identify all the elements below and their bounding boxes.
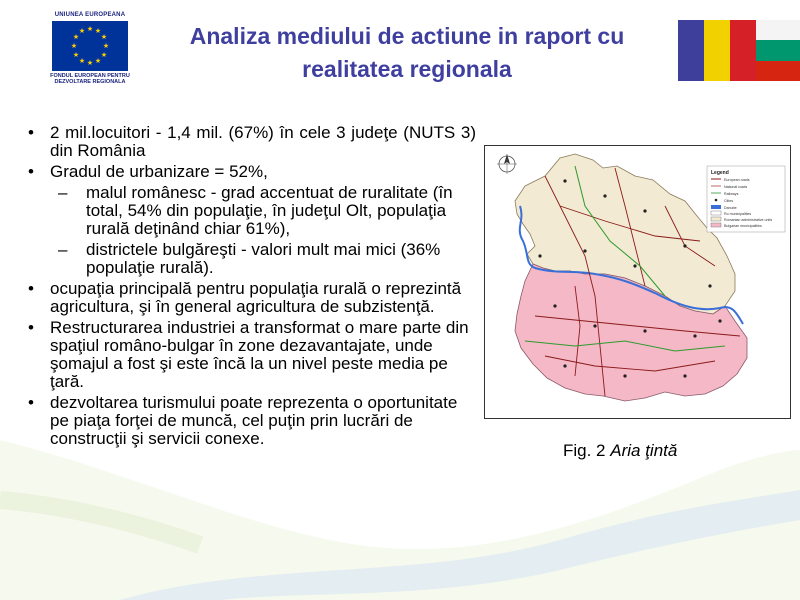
map-legend-item: Railways xyxy=(724,192,739,196)
svg-text:★: ★ xyxy=(86,59,94,67)
sub-bullet-item: – districtele bulgăreşti - valori mult mai mici (36% populaţie rurală). xyxy=(28,241,476,277)
bullet-list xyxy=(28,124,476,451)
eu-flag-icon xyxy=(52,21,128,71)
bullet-item: • ocupaţia principală pentru populaţia rurală o reprezintă agricultura, şi în general agricultura de subzistenţă. xyxy=(28,280,476,316)
figure-caption-prefix: Fig. 2 xyxy=(563,441,611,460)
bulgaria-flag-red-stripe xyxy=(756,61,800,81)
svg-text:★: ★ xyxy=(78,57,86,65)
slide-title: Analiza mediului de actiune in raport cu realitatea regionala xyxy=(189,23,625,82)
map-legend-item: Cities xyxy=(724,199,733,203)
svg-text:★: ★ xyxy=(72,51,80,59)
map-legend-item: National roads xyxy=(724,185,748,189)
svg-text:★: ★ xyxy=(102,42,110,50)
svg-text:★: ★ xyxy=(100,33,108,41)
romania-flag-red-stripe xyxy=(730,20,756,81)
bulgaria-flag-white-stripe xyxy=(756,20,800,40)
svg-text:★: ★ xyxy=(94,57,102,65)
bullet-item: • Gradul de urbanizare = 52%, xyxy=(28,163,476,181)
svg-text:★: ★ xyxy=(94,27,102,35)
map-legend-item: Bulgarian municipalities xyxy=(724,224,762,228)
svg-text:★: ★ xyxy=(86,25,94,33)
eu-logo-bottom-text: FONDUL EUROPEAN PENTRU DEZVOLTARE REGIONALA xyxy=(50,73,130,85)
sub-bullet-item: – malul românesc - grad accentuat de ruralitate (în total, 54% din populaţie, în judeţul Olt, populaţia rurală deţinând chiar 61%), xyxy=(28,184,476,238)
bullet-item: • 2 mil.locuitori - 1,4 mil. (67%) în cele 3 judeţe (NUTS 3) din România xyxy=(28,124,476,160)
romania-bulgaria-flags xyxy=(678,20,800,81)
romania-flag-yellow-stripe xyxy=(704,20,730,81)
map-legend-item: Danube xyxy=(724,206,737,210)
map-legend-item: European roads xyxy=(724,178,750,182)
bullet-item: • Restructurarea industriei a transformat o mare parte din spaţiul româno-bulgar în zone dezavantajate, unde şomajul a fost şi este încă la un nivel peste media pe ţară. xyxy=(28,319,476,391)
svg-text:★: ★ xyxy=(72,33,80,41)
eu-logo-top-text: UNIUNEA EUROPEANA xyxy=(54,12,126,18)
map-legend-title: Legend xyxy=(711,170,729,176)
figure-caption-italic: Aria ţintă xyxy=(610,441,678,460)
svg-text:★: ★ xyxy=(100,51,108,59)
region-map-image xyxy=(485,146,790,418)
bullet-item: • dezvoltarea turismului poate reprezenta o oportunitate pe piaţa forţei de muncă, cel puţin prin lucrări de construcţii şi servicii conexe. xyxy=(28,394,476,448)
map-legend-item: Ro municipalities xyxy=(724,212,752,216)
svg-text:★: ★ xyxy=(70,42,78,50)
bulgaria-flag-green-stripe xyxy=(756,40,800,61)
svg-text:★: ★ xyxy=(78,27,86,35)
map-legend-item: Romanian administrative units xyxy=(724,218,773,222)
map-legend xyxy=(707,166,785,232)
romania-flag-blue-stripe xyxy=(678,20,704,81)
region-map xyxy=(484,145,791,419)
figure-caption xyxy=(563,441,677,461)
eu-logo xyxy=(48,12,132,96)
